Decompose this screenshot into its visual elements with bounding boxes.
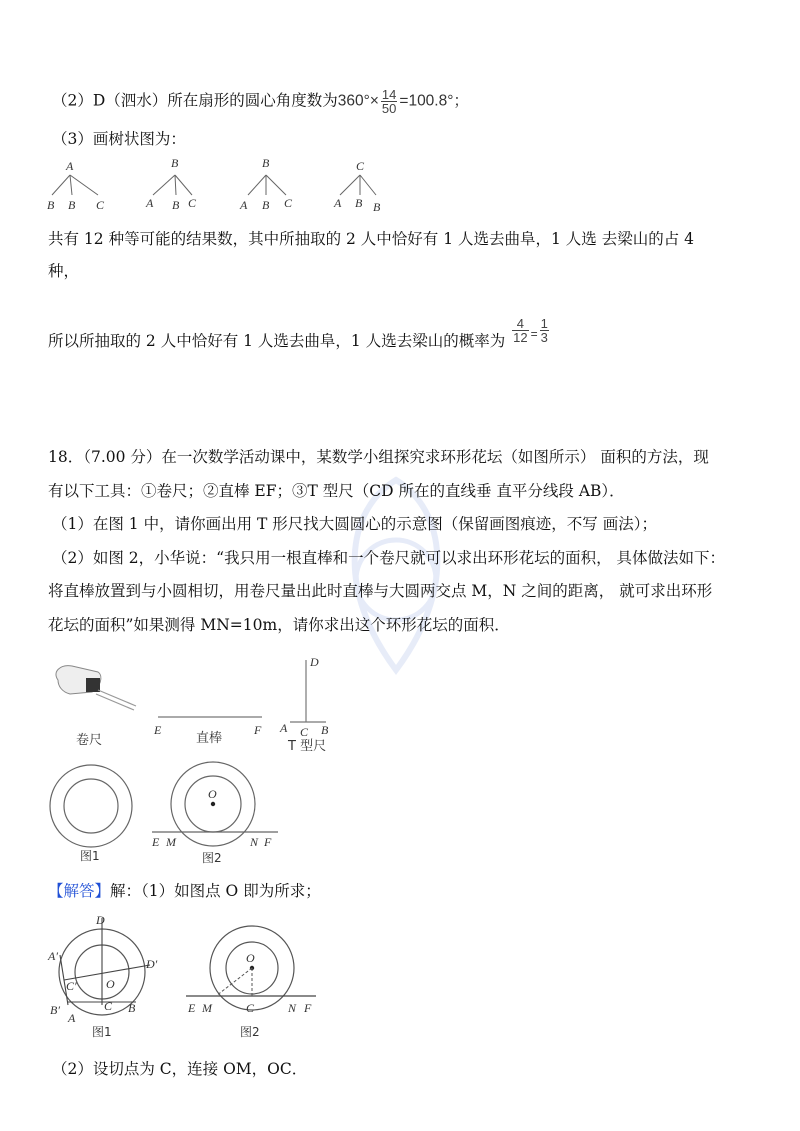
t-label-a: A	[280, 721, 288, 735]
rod-label-f: F	[254, 723, 262, 737]
ans1-label-b: B	[128, 1001, 136, 1015]
ans2-label-f: F	[304, 1001, 312, 1015]
ans1-label-o: O	[106, 977, 115, 991]
ans1-caption: 图1	[92, 1025, 112, 1039]
fig2-label-o: O	[208, 787, 217, 801]
part2-formula-pre: 360°×	[337, 92, 379, 110]
tree-leaf: A	[240, 198, 248, 212]
t-label-d: D	[310, 655, 319, 669]
fig1-caption: 图1	[80, 849, 100, 863]
fig2-caption: 图2	[202, 851, 222, 865]
t-caption: T 型尺	[288, 739, 327, 754]
tree-leaf: B	[373, 200, 381, 214]
part2-formula-post: =100.8°；	[399, 92, 469, 110]
tree-leaf: A	[334, 196, 342, 210]
tree-leaf: B	[355, 196, 363, 210]
q18-line-5: 将直棒放置到与小圆相切，用卷尺量出此时直棒与大圆两交点 M，N 之间的距离， 就可求出环形	[48, 582, 713, 600]
equals-sign: =	[530, 327, 538, 341]
tape-measure-icon	[56, 666, 136, 710]
fig2-label-e: E	[152, 835, 160, 849]
answer-figure-2	[186, 926, 316, 1039]
q18-line-2: 有以下工具：①卷尺；②直棒 EF；③T 型尺（CD 所在的直线垂 直平分线段 AB）．	[48, 482, 625, 500]
ans1-label-c: C	[104, 999, 113, 1013]
ans2-caption: 图2	[240, 1025, 260, 1039]
frac1-den: 12	[513, 330, 528, 345]
q18-line-1: 18．（7.00 分）在一次数学活动课中，某数学小组探究求环形花坛（如图所示） 面积的方法，现	[48, 448, 709, 466]
figure-2	[151, 762, 278, 865]
figure-1	[50, 765, 132, 863]
result-line-3	[48, 317, 551, 352]
ans1-label-b1: B′	[50, 1003, 60, 1017]
t-label-c: C	[300, 725, 309, 739]
q18-line-3: （1）在图 1 中，请你画出用 T 形尺找大圆圆心的示意图（保留画图痕迹，不写 画法）；	[52, 515, 657, 533]
part3-heading: （3）画树状图为：	[52, 130, 186, 148]
ans1-label-c1: C′	[66, 979, 77, 993]
fig2-label-f: F	[264, 835, 272, 849]
answer-text: 解：（1）如图点 O 即为所求；	[110, 882, 321, 900]
part2-answer-line: （2）设切点为 C，连接 OM，OC．	[52, 1060, 308, 1078]
ans1-label-a1: A′	[48, 949, 58, 963]
ans2-label-c: C	[246, 1001, 255, 1015]
rod-label-e: E	[154, 723, 162, 737]
tape-caption: 卷尺	[76, 733, 103, 748]
part2-frac-num: 14	[381, 87, 397, 102]
tree-leaf: A	[146, 196, 154, 210]
answer-tag: 【解答】	[48, 882, 111, 900]
ans2-label-o: O	[246, 951, 255, 965]
fig2-label-m: M	[166, 835, 176, 849]
answer-line	[48, 880, 321, 902]
tree-leaf: B	[68, 198, 76, 212]
ans1-label-d1: D′	[146, 957, 158, 971]
part2-text: （2）D（泗水）所在扇形的圆心角度数为	[52, 91, 338, 110]
probability-fraction-1	[512, 317, 528, 344]
tree-leaf: B	[47, 198, 55, 212]
tree-leaf: C	[284, 196, 293, 210]
ans1-label-a: A	[68, 1011, 76, 1025]
frac1-num: 4	[512, 317, 528, 331]
tree-leaf: B	[172, 198, 180, 212]
result-line-3-text: 所以所抽取的 2 人中恰好有 1 人选去曲阜，1 人选去梁山的概率为	[48, 332, 506, 350]
tree-root-2: B	[171, 156, 179, 170]
frac2-den: 3	[540, 330, 548, 345]
part2-line	[52, 88, 469, 115]
part2-fraction	[381, 88, 397, 115]
ans2-label-e: E	[188, 1001, 196, 1015]
tree-root-3: B	[262, 156, 270, 170]
rod-caption: 直棒	[196, 731, 223, 746]
tree-leaf: B	[262, 198, 270, 212]
tree-diagram	[40, 155, 400, 215]
q18-line-6: 花坛的面积”如果测得 MN=10m，请你求出这个环形花坛的面积．	[48, 616, 510, 634]
result-line-1: 共有 12 种等可能的结果数，其中所抽取的 2 人中恰好有 1 人选去曲阜，1 人选 去梁山的占 4	[48, 230, 695, 248]
result-line-2: 种，	[48, 262, 80, 280]
tree-root-4: C	[356, 159, 365, 173]
probability-fraction-2	[540, 317, 549, 344]
part2-frac-den: 50	[381, 101, 397, 116]
fig2-label-n: N	[250, 835, 259, 849]
t-label-b: B	[321, 723, 329, 737]
ans2-label-n: N	[288, 1001, 297, 1015]
answer-figures	[40, 910, 312, 1050]
q18-line-4: （2）如图 2，小华说：“我只用一根直棒和一个卷尺就可以求出环形花坛的面积， 具体做法如下：	[52, 549, 726, 567]
tree-leaf: C	[188, 196, 197, 210]
ans1-label-d: D	[96, 913, 105, 927]
question-figures	[40, 760, 300, 870]
tools-figure	[40, 650, 360, 760]
tree-leaf: C	[96, 198, 105, 212]
ans2-label-m: M	[202, 1001, 212, 1015]
tree-root-1: A	[66, 159, 74, 173]
answer-figure-1	[47, 913, 158, 1039]
frac2-num: 1	[540, 316, 548, 331]
